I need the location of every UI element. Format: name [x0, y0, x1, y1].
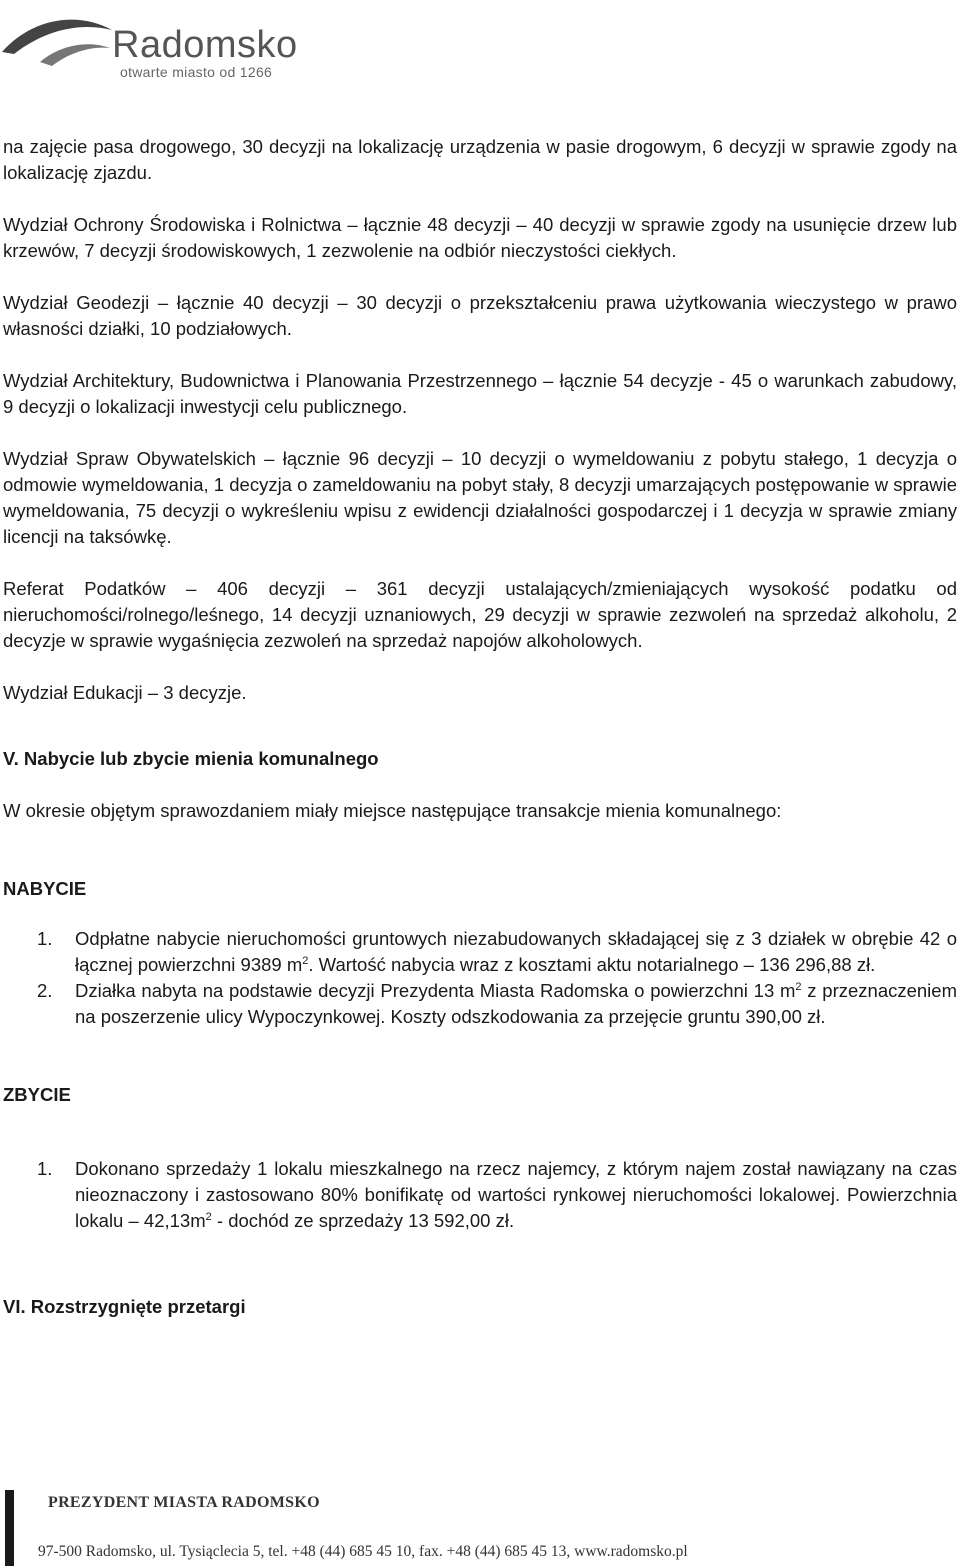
section-intro: W okresie objętym sprawozdaniem miały miejsce następujące transakcje mienia komunalnego:: [3, 800, 782, 821]
section-heading-tenders: VI. Rozstrzygnięte przetargi: [3, 1296, 246, 1317]
footer-bar: [5, 1490, 14, 1566]
paragraph-road-decisions: na zajęcie pasa drogowego, 30 decyzji na lokalizację urządzenia w pasie drogowym, 6 decyzji w sprawie zgody na lokalizację zjazdu.: [3, 136, 957, 183]
logo-swoosh-icon: [0, 0, 120, 90]
paragraph-civil-affairs-dept: Wydział Spraw Obywatelskich – łącznie 96 decyzji – 10 decyzji o wymeldowaniu z pobytu stałego, 1 decyzja o odmowie wymeldowania, 1 decyzja o zameldowaniu na pobyt stały, 8 decyzji umarzających postępowanie w sprawie wymeldowania, 75 decyzji o wykreśleniu wpisu z ewidencji działalności gospodarczej i 1 decyzja w sprawie zmiany licencji na taksówkę.: [3, 448, 957, 547]
footer-address: 97-500 Radomsko, ul. Tysiąclecia 5, tel. +48 (44) 685 45 10, fax. +48 (44) 685 45 13, www.radomsko.pl: [38, 1543, 688, 1560]
page-footer: [0, 1490, 960, 1566]
list-item: 2. Działka nabyta na podstawie decyzji Prezydenta Miasta Radomska o powierzchni 13 $m^2$ z przeznaczeniem na poszerzenie ulicy Wypoczynkowej. Koszty odszkodowania za przejęcie gruntu 390,00 zł.: [37, 980, 957, 1027]
heading-zbycie: ZBYCIE: [3, 1084, 71, 1105]
paragraph-architecture-dept: Wydział Architektury, Budownictwa i Planowania Przestrzennego – łącznie 54 decyzje - 45 o warunkach zabudowy, 9 decyzji o lokalizacji inwestycji celu publicznego.: [3, 370, 957, 417]
nabycie-list: [3, 926, 957, 1030]
logo-name: Radomsko: [112, 24, 298, 66]
heading-nabycie: NABYCIE: [3, 878, 87, 899]
section-heading-property: V. Nabycie lub zbycie mienia komunalnego: [3, 748, 379, 769]
list-item: 1. Dokonano sprzedaży 1 lokalu mieszkalnego na rzecz najemcy, z którym najem został nawiązany na czas nieoznaczony i zastosowano 80% bonifikatę od wartości rynkowej nieruchomości lokalowej. Powierzchnia lokalu – $42,13m^2$ - dochód ze sprzedaży 13 592,00 zł.: [37, 1158, 957, 1231]
paragraph-education-dept: Wydział Edukacji – 3 decyzje.: [3, 682, 247, 703]
city-logo: [0, 0, 300, 90]
logo-tagline: otwarte miasto od 1266: [120, 64, 273, 80]
document-body: [3, 134, 957, 1320]
footer-title: PREZYDENT MIASTA RADOMSKO: [48, 1494, 320, 1511]
paragraph-geodesy-dept: Wydział Geodezji – łącznie 40 decyzji – 30 decyzji o przekształceniu prawa użytkowania wieczystego w prawo własności działki, 10 podziałowych.: [3, 292, 957, 339]
paragraph-tax-office: Referat Podatków – 406 decyzji – 361 decyzji ustalających/zmieniających wysokość podatku od nieruchomości/rolnego/leśnego, 14 decyzji uznaniowych, 29 decyzji w sprawie zezwoleń na sprzedaż alkoholu, 2 decyzje w sprawie wygaśnięcia zezwoleń na sprzedaż napojów alkoholowych.: [3, 578, 957, 651]
list-item: 1. Odpłatne nabycie nieruchomości gruntowych niezabudowanych składającej się z 3 działek w obrębie 42 o łącznej powierzchni 9389 $m^2$. Wartość nabycia wraz z kosztami aktu notarialnego – 136 296,88 zł.: [37, 928, 957, 975]
paragraph-environment-dept: Wydział Ochrony Środowiska i Rolnictwa – łącznie 48 decyzji – 40 decyzji w sprawie zgody na usunięcie drzew lub krzewów, 7 decyzji środowiskowych, 1 zezwolenie na odbiór nieczystości ciekłych.: [3, 214, 957, 261]
zbycie-list: [3, 1156, 957, 1234]
